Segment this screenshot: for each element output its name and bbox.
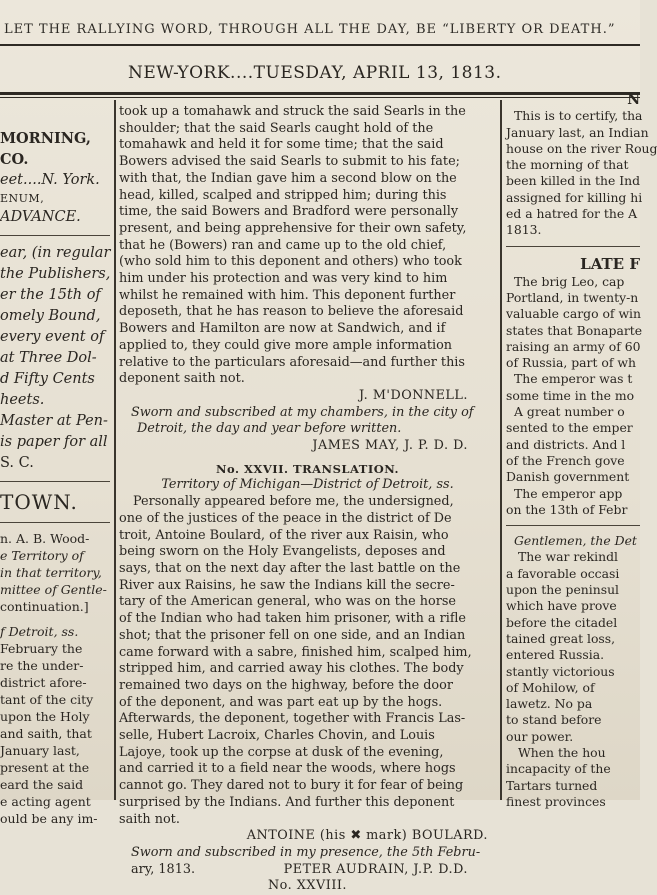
right-line: and districts. And l — [506, 436, 626, 452]
right-line: The brig Leo, cap — [514, 273, 625, 289]
article-line: tomahawk and held it for some time; that the said — [119, 137, 444, 153]
article-line: says, that on the next day after the last battle on the — [119, 560, 461, 576]
left-line: ADVANCE. — [0, 209, 81, 225]
right-line: before the citadel — [506, 614, 618, 630]
left-line: eard the said — [0, 777, 84, 792]
article-line: of the Indian who had taken him prisoner, with a rifle — [119, 611, 466, 627]
article-line: Sworn and subscribed in my presence, the 5th Febru- — [131, 844, 481, 860]
article-line: stripped him, and carried away his clothes. The body — [119, 661, 464, 677]
right-line: some time in the mo — [506, 387, 635, 403]
right-line: The emperor was t — [514, 371, 633, 387]
left-line: omely Bound, — [0, 308, 101, 324]
left-line: d Fifty Cents — [0, 371, 95, 387]
article-line: remained two days on the highway, before the door — [119, 677, 453, 693]
left-line: present at the — [0, 760, 90, 775]
article-line: ary, 1813. — [131, 861, 196, 877]
left-heading: TOWN. — [0, 490, 78, 514]
right-line: on the 13th of Febr — [506, 501, 628, 517]
right-line: Gentlemen, the Det — [514, 533, 637, 549]
right-line: stantly victorious — [506, 663, 615, 679]
article-line: shoulder; that the said Searls caught hold of the — [119, 120, 434, 136]
right-line: The emperor app — [514, 485, 623, 501]
article-line: being sworn on the Holy Evangelists, deposes and — [119, 544, 446, 560]
right-line: lawetz. No pa — [506, 696, 593, 712]
article-line: time, the said Bowers and Bradford were personally — [119, 204, 459, 220]
middle-column — [119, 104, 496, 894]
article-line: Sworn and subscribed at my chambers, in the city of — [131, 404, 474, 420]
right-line: incapacity of the — [506, 761, 611, 777]
article-line: Afterwards, the deponent, together with Francis Las- — [119, 711, 466, 727]
right-line: ed a hatred for the A — [506, 206, 638, 222]
left-line: f Detroit, ss. — [0, 624, 79, 639]
left-line: e Territory of — [0, 548, 84, 563]
right-line: The war rekindl — [518, 549, 618, 565]
right-line: upon the peninsul — [506, 582, 620, 598]
territory-heading: Territory of Michigan—District of Detroit, ss. — [161, 477, 454, 493]
right-separator — [506, 525, 640, 526]
right-line: 1813. — [506, 222, 542, 238]
left-line: district afore- — [0, 675, 87, 690]
left-column — [0, 128, 111, 826]
article-line: that he (Bowers) ran and came up to the old chief, — [119, 237, 447, 253]
article-line: tary of the American general, who was on the horse — [119, 594, 456, 610]
right-line: finest provinces — [506, 793, 606, 809]
left-line: continuation.] — [0, 599, 89, 614]
article-line: applied to, they could give more ample information — [119, 337, 453, 353]
right-line: sented to the emper — [506, 420, 633, 436]
left-line: January last, — [0, 743, 80, 758]
right-line: a favorable occasi — [506, 565, 620, 581]
article-line: one of the justices of the peace in the district of De — [119, 510, 452, 526]
article-line: relative to the particulars aforesaid—and further this — [119, 354, 465, 370]
left-line: tant of the city — [0, 692, 94, 707]
left-line: e acting agent — [0, 794, 91, 809]
article-line: deposeth, that he has reason to believe the aforesaid — [119, 304, 464, 320]
article-line: whilst he remained with him. This deponent further — [119, 287, 456, 303]
right-line: to stand before — [506, 712, 602, 728]
right-line: valuable cargo of win — [506, 306, 641, 322]
right-line: entered Russia. — [506, 647, 605, 663]
signature-audrain: PETER AUDRAIN, J.P. D.D. — [283, 861, 468, 877]
right-line: January last, an Indian — [506, 124, 649, 140]
right-line: When the hou — [518, 744, 606, 760]
article-line: (who sold him to this deponent and others) who took — [119, 254, 462, 270]
article-line: selle, Hubert Lacroix, Charles Chovin, and Louis — [119, 728, 435, 744]
article-line: head, killed, scalped and stripped him; during this — [119, 187, 447, 203]
left-line: every event of — [0, 329, 105, 345]
article-line: Bowers advised the said Searls to submit to his fate; — [119, 154, 460, 170]
left-line: in that territory, — [0, 565, 102, 580]
right-line: been killed in the Ind — [506, 173, 641, 189]
right-line: Portland, in twenty-n — [506, 289, 639, 305]
left-line: MORNING, — [0, 130, 91, 147]
left-line: CO. — [0, 151, 29, 168]
article-line: Detroit, the day and year before written. — [137, 421, 402, 437]
left-line: and saith, that — [0, 726, 92, 741]
masthead-motto — [0, 14, 640, 44]
right-line: states that Bonaparte — [506, 322, 643, 338]
article-line: River aux Raisins, he saw the Indians kill the secre- — [119, 577, 455, 593]
column-rule-left — [114, 100, 116, 800]
left-line: ENUM, — [0, 192, 45, 205]
signature-james-may: JAMES MAY, J. P. D. D. — [312, 438, 468, 454]
signature-boulard: ANTOINE (his ✖ mark) BOULARD. — [246, 828, 488, 844]
left-separator — [0, 235, 110, 236]
left-line: mittee of Gentle- — [0, 582, 107, 597]
right-line: of Russia, part of wh — [506, 355, 636, 371]
right-line: tained great loss, — [506, 630, 616, 646]
article-line: deponent saith not. — [119, 371, 245, 387]
right-line: of Mohilow, of — [506, 679, 595, 695]
right-line: of the French gove — [506, 452, 625, 468]
right-line: Tartars turned — [506, 777, 598, 793]
article-line: present, and being apprehensive for their own safety, — [119, 220, 467, 236]
right-column — [506, 92, 657, 809]
article-line: and carried it to a field near the woods, where hogs — [119, 761, 456, 777]
article-line: surprised by the Indians. And further this deponent — [119, 794, 455, 810]
article-line: took up a tomahawk and struck the said Searls in the — [119, 104, 466, 119]
left-separator — [0, 481, 110, 482]
right-heading: LATE F — [580, 254, 640, 273]
left-line: upon the Holy — [0, 709, 90, 724]
motto-text: LET THE RALLYING WORD, THROUGH ALL THE DAY, BE “LIBERTY OR DEATH.” — [4, 22, 616, 37]
right-line: the morning of that — [506, 157, 629, 173]
article-line: shot; that the prisoner fell on one side, and an Indian — [119, 627, 466, 643]
left-line: February the — [0, 641, 83, 656]
article-line: Bowers and Hamilton are now at Sandwich, and if — [119, 321, 446, 337]
right-line: which have prove — [506, 598, 617, 614]
article-line: cannot go. They dared not to bury it for fear of being — [119, 778, 464, 794]
article-line: him under his protection and was very kind to him — [119, 271, 448, 287]
right-line: raising an army of 60 — [506, 338, 641, 354]
right-line: Danish government — [506, 469, 630, 485]
right-separator — [506, 246, 640, 247]
left-line: n. A. B. Wood- — [0, 531, 90, 546]
right-line: N — [627, 92, 640, 108]
article-line: Lajoye, took up the corpse at dusk of the evening, — [119, 744, 444, 760]
dateline: NEW-YORK....TUESDAY, APRIL 13, 1813. — [128, 63, 502, 83]
article-line: troit, Antoine Boulard, of the river aux Raisin, who — [119, 527, 449, 543]
article-line: with that, the Indian gave him a second blow on the — [119, 170, 457, 186]
section-heading-xxviii: No. XXVIII. — [267, 878, 347, 894]
article-line: Personally appeared before me, the undersigned, — [133, 494, 454, 510]
article-line: came forward with a sabre, finished him, scalped him, — [119, 644, 472, 660]
left-line: ear, (in regular — [0, 245, 111, 261]
left-line: is paper for all — [0, 434, 108, 450]
right-line: This is to certify, tha — [514, 108, 643, 124]
article-line: of the deponent, and was part eat up by the hogs. — [119, 694, 443, 710]
right-line: A great number o — [514, 404, 625, 420]
left-line: the Publishers, — [0, 266, 111, 282]
left-line: ould be any im- — [0, 811, 98, 826]
section-heading-xxvii: No. XXVII. TRANSLATION. — [216, 461, 399, 476]
left-line: er the 15th of — [0, 287, 101, 303]
left-line: S. C. — [0, 455, 34, 471]
article-line: saith not. — [119, 811, 180, 827]
left-line: at Three Dol- — [0, 350, 97, 366]
column-rule-right — [500, 100, 502, 800]
signature-mcdonnell: J. M'DONNELL. — [359, 387, 468, 403]
right-line: our power. — [506, 728, 574, 744]
left-line: Master at Pen- — [0, 413, 108, 429]
right-line: assigned for killing hi — [506, 189, 643, 205]
masthead-rule — [0, 44, 640, 46]
right-line: house on the river Roug — [506, 140, 657, 156]
left-line: eet....N. York. — [0, 172, 100, 188]
left-separator — [0, 522, 110, 523]
left-line: heets. — [0, 392, 45, 408]
left-line: re the under- — [0, 658, 84, 673]
